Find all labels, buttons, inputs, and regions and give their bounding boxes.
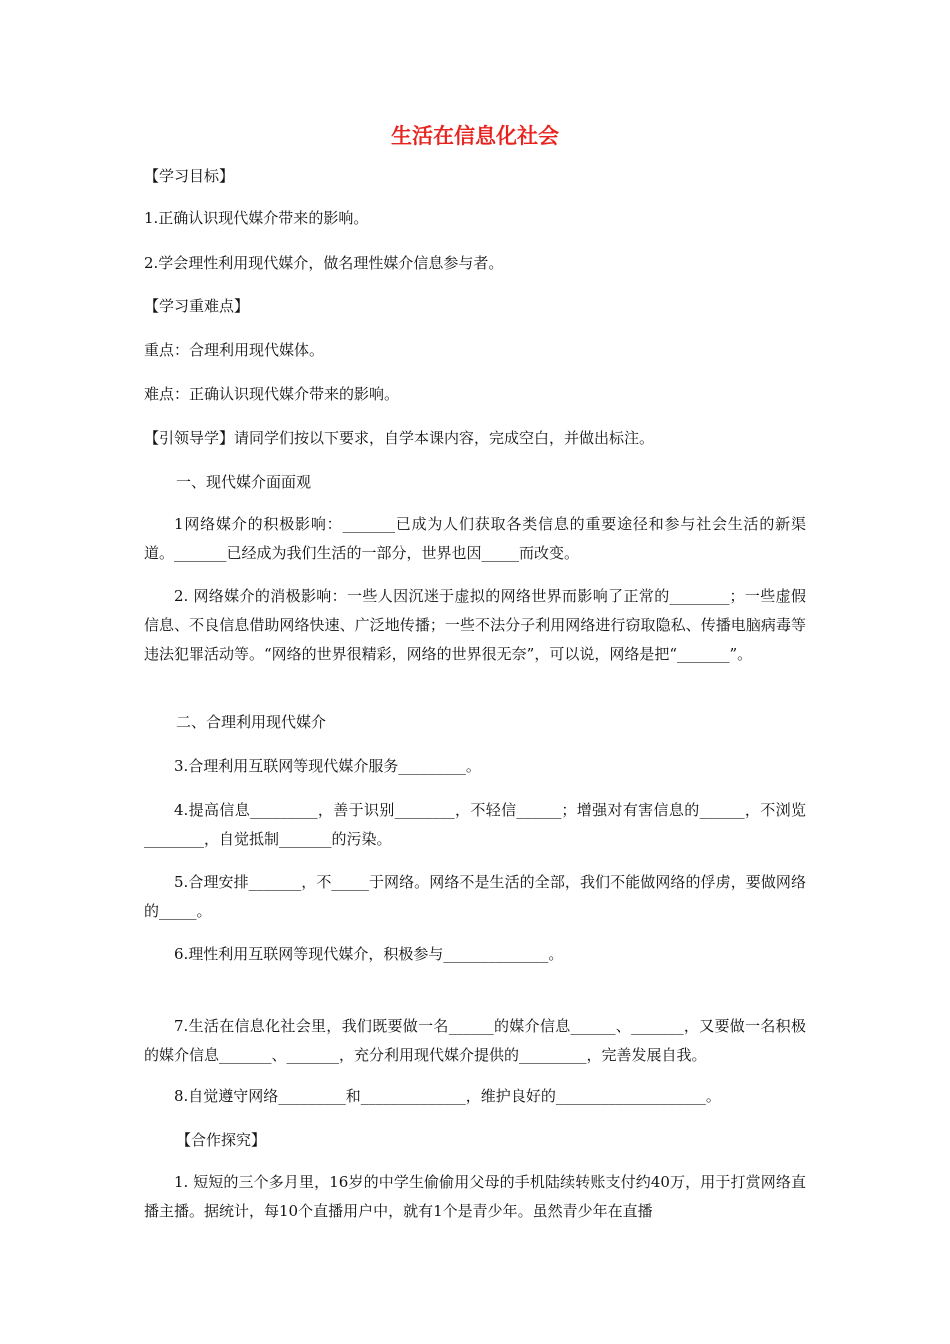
section-heading-2: 二、合理利用现代媒介 [176,713,327,731]
explore-heading: 【合作探究】 [176,1131,267,1149]
explore-paragraph-1: 1. 短短的三个多月里，16岁的中学生偷偷用父母的手机陆续转账支付约40万，用于打赏网络直播主播。据统计，每10个直播用户中，就有1个是青少年。虽然青少年在直播 [144,1173,806,1220]
goals-heading: 【学习目标】 [144,167,235,185]
question-4: 4.提高信息_________，善于识别________，不轻信______；增强对有害信息的______，不浏览________，自觉抵制_______的污染。 [144,801,806,848]
guide-intro: 【引领导学】请同学们按以下要求，自学本课内容，完成空白，并做出标注。 [144,429,655,447]
question-6: 6.理性利用互联网等现代媒介，积极参与______________。 [174,945,564,963]
page-title: 生活在信息化社会 [391,124,559,148]
question-8: 8.自觉遵守网络_________和______________，维护良好的____________________。 [174,1087,721,1105]
goal-item-1: 1.正确认识现代媒介带来的影响。 [144,209,369,227]
goal-item-2: 2.学会理性利用现代媒介，做名理性媒介信息参与者。 [144,254,504,272]
keypoint-difficulty: 难点：正确认识现代媒介带来的影响。 [144,385,400,403]
question-2: 2. 网络媒介的消极影响：一些人因沉迷于虚拟的网络世界而影响了正常的________；一些虚假信息、不良信息借助网络快速、广泛地传播；一些不法分子利用网络进行窃取隐私、传播电脑病毒等违法犯罪活动等。“网络的世界很精彩，网络的世界很无奈”，可以说，网络是把“_______”。 [144,587,806,663]
question-5: 5.合理安排_______，不_____于网络。网络不是生活的全部，我们不能做网络的俘虏，要做网络的_____。 [144,873,806,920]
question-7: 7.生活在信息化社会里，我们既要做一名______的媒介信息______、_______，又要做一名积极的媒介信息_______、_______，充分利用现代媒介提供的_________，完善发展自我。 [144,1017,806,1064]
keypoint-focus: 重点：合理利用现代媒体。 [144,341,325,359]
section-heading-1: 一、现代媒介面面观 [176,473,312,491]
question-3: 3.合理利用互联网等现代媒介服务_________。 [174,757,481,775]
question-1: 1网络媒介的积极影响：_______已成为人们获取各类信息的重要途径和参与社会生活的新渠道。_______已经成为我们生活的一部分，世界也因_____而改变。 [144,515,806,562]
keypoints-heading: 【学习重难点】 [144,297,250,315]
